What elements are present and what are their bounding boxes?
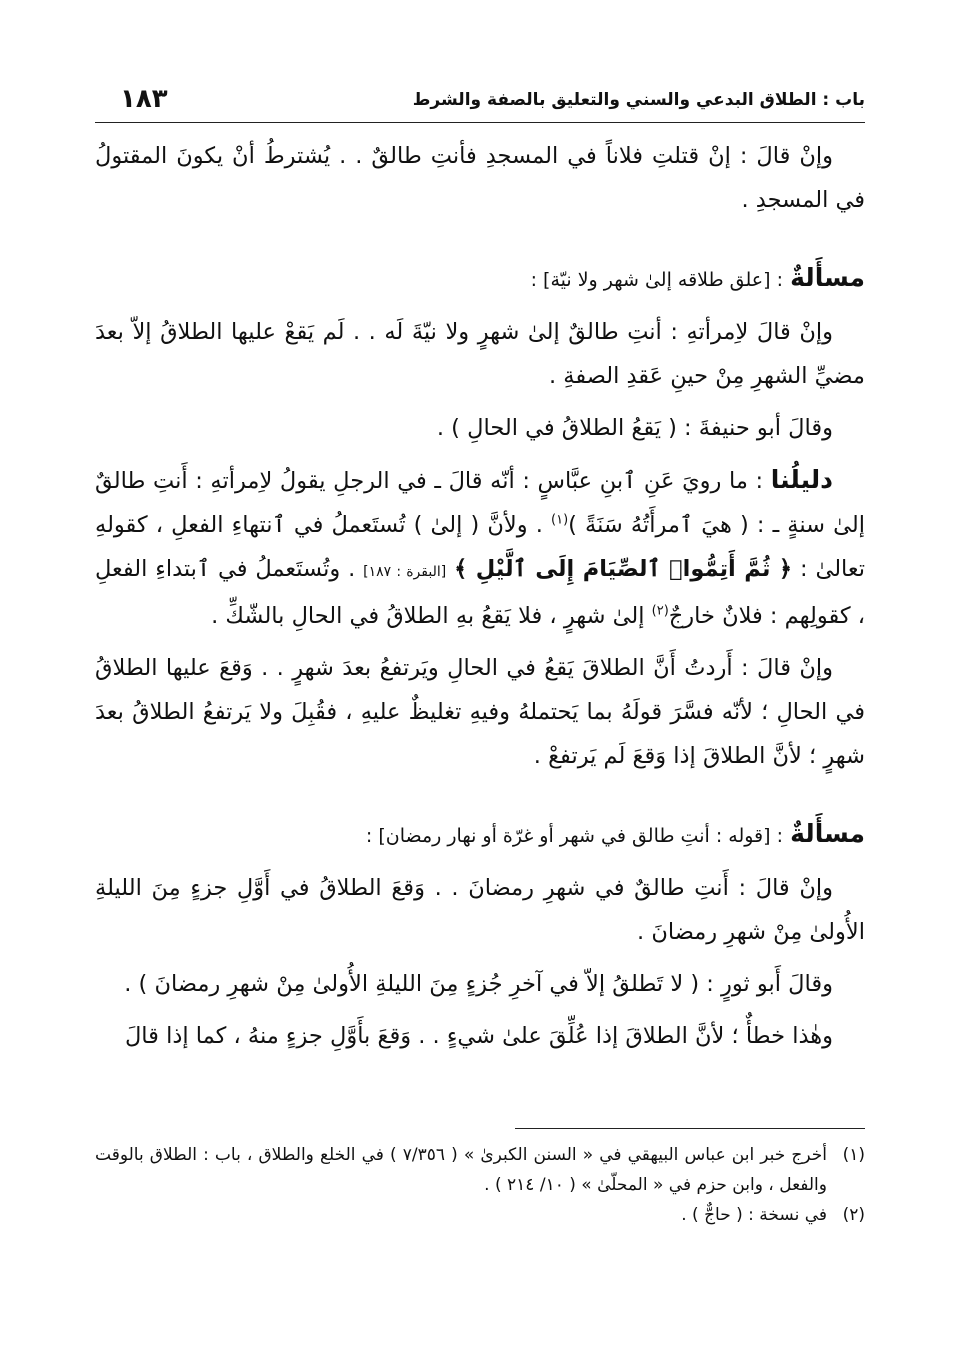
footnote-text: في نسخة : ( حاجٌّ ) . <box>681 1205 827 1225</box>
paragraph: وإنْ قالَ : أَردتُ أَنَّ الطلاقَ يَقعُ في الحالِ ويَرتفعُ بعدَ شهرٍ . . وَقعَ عليها الطلاقُ في الحالِ ؛ لأنّه فسَّرَ قولَهُ بما يَحتملهُ وفيهِ تغليظٌ عليهِ ، فقُبِلَ ولا يَرتفعُ الطلاقُ بعدَ شهرٍ ؛ لأنَّ الطلاقَ إذا وَقعَ لَم يَرتفعْ . <box>95 655 865 769</box>
paragraph: وإنْ قالَ : أَنتِ طالقٌ في شهرِ رمضانَ . . وَقعَ الطلاقُ في أَوَّلِ جزءٍ مِنَ الليلةِ الأُولىٰ مِنْ شهرِ رمضانَ . <box>95 875 865 945</box>
paragraph: وإنْ قالَ : إنْ قتلتِ فلاناً في المسجدِ فأنتِ طالقٌ . . يُشترطُ أنْ يكونَ المقتولُ في المسجدِ . <box>95 143 865 213</box>
quran-verse: ﴿ ثُمَّ أَتِمُّوا۟ ٱلصِّيَامَ إِلَى ٱلَّيْلِ ﴾ <box>454 556 793 582</box>
dalil-label: دليلُنا <box>770 465 833 494</box>
page-number: ١٨٣ <box>120 84 168 114</box>
footnote-divider <box>515 1128 865 1129</box>
masala-heading <box>95 256 865 302</box>
paragraph: وقالَ أَبو ثورٍ : ( لا تَطلقُ إلاّ في آخرِ جُزءٍ مِنَ الليلةِ الأُولىٰ مِنْ شهرِ رمضانَ ) . <box>124 971 833 997</box>
footnote <box>95 1140 865 1200</box>
dalil-text: إلىٰ شهرٍ ، فلا يَقعُ بهِ الطلاقُ في الحالِ بالشّكِّ . <box>211 603 645 629</box>
footnotes <box>95 1140 865 1230</box>
paragraph: وقالَ أبو حنيفةَ : ( يَقعُ الطلاقُ في الحالِ ) . <box>436 415 833 441</box>
dalil-paragraph <box>95 458 865 638</box>
footnote-marker[interactable]: (٢) <box>651 603 669 619</box>
dalil-text: . ولأنَّ ( إلىٰ ) تُستَعملُ في ٱنتهاءِ الفعلِ ، كقولهِ تعالىٰ : <box>95 512 866 582</box>
masala-label: مسأَلةٌ <box>790 819 865 848</box>
running-head: باب : الطلاق البدعي والسني والتعليق بالصفة والشرط <box>412 90 865 110</box>
main-text <box>95 134 865 1066</box>
verse-reference: [البقرة : ١٨٧] <box>363 564 447 580</box>
footnote-marker[interactable]: (١) <box>551 512 569 528</box>
footnote-number: (٢) <box>842 1205 865 1225</box>
dalil-text: . وتُستَعملُ في ٱبتداءِ الفعلِ ، كقولِهم : فلانٌ خارجٌ <box>95 556 865 629</box>
page-header <box>95 82 865 123</box>
footnote-number: (١) <box>842 1145 865 1165</box>
paragraph: وهٰذا خطأٌ ؛ لأنَّ الطلاقَ إذا عُلِّقَ علىٰ شيءٍ . . وَقعَ بأَوَّلِ جزءٍ منهُ ، كما إذا قالَ <box>124 1023 833 1049</box>
masala-label: مسأَلةٌ <box>790 263 865 292</box>
masala-title: : [قوله : أنتِ طالق في شهر أو غرّة أو نهار رمضان] : <box>365 825 783 847</box>
dalil-text: : ما رويَ عَنِ ٱبنِ عبَّاسٍ : أنّه قالَ ـ في الرجلِ يقولُ لاِمرأتهِ : أَنتِ طالقٌ إلىٰ سنةٍ ـ : ( هيَ ٱمرأَتُهُ سَنَةً ) <box>95 468 865 538</box>
book-page <box>95 70 865 1310</box>
masala-heading <box>95 812 865 858</box>
footnote <box>95 1200 865 1230</box>
paragraph: وإنْ قالَ لاِمرأتهِ : أنتِ طالقٌ إلىٰ شهرٍ ولا نيّةَ لَه . . لَم يَقعْ عليها الطلاقُ إلاّ بعدَ مضيِّ الشهرِ مِنْ حينِ عَقدِ الصفةِ . <box>95 319 865 389</box>
footnote-text: أخرج خبر ابن عباس البيهقي في « السنن الكبرىٰ » ( ٧/٣٥٦ ) في الخلع والطلاق ، باب : الطلاق بالوقت والفعل ، وابن حزم في « المحلّىٰ » ( ١٠/ ٢١٤ ) . <box>95 1145 827 1195</box>
masala-title: : [علق طلاقه إلىٰ شهر ولا نيّة] : <box>530 269 783 291</box>
